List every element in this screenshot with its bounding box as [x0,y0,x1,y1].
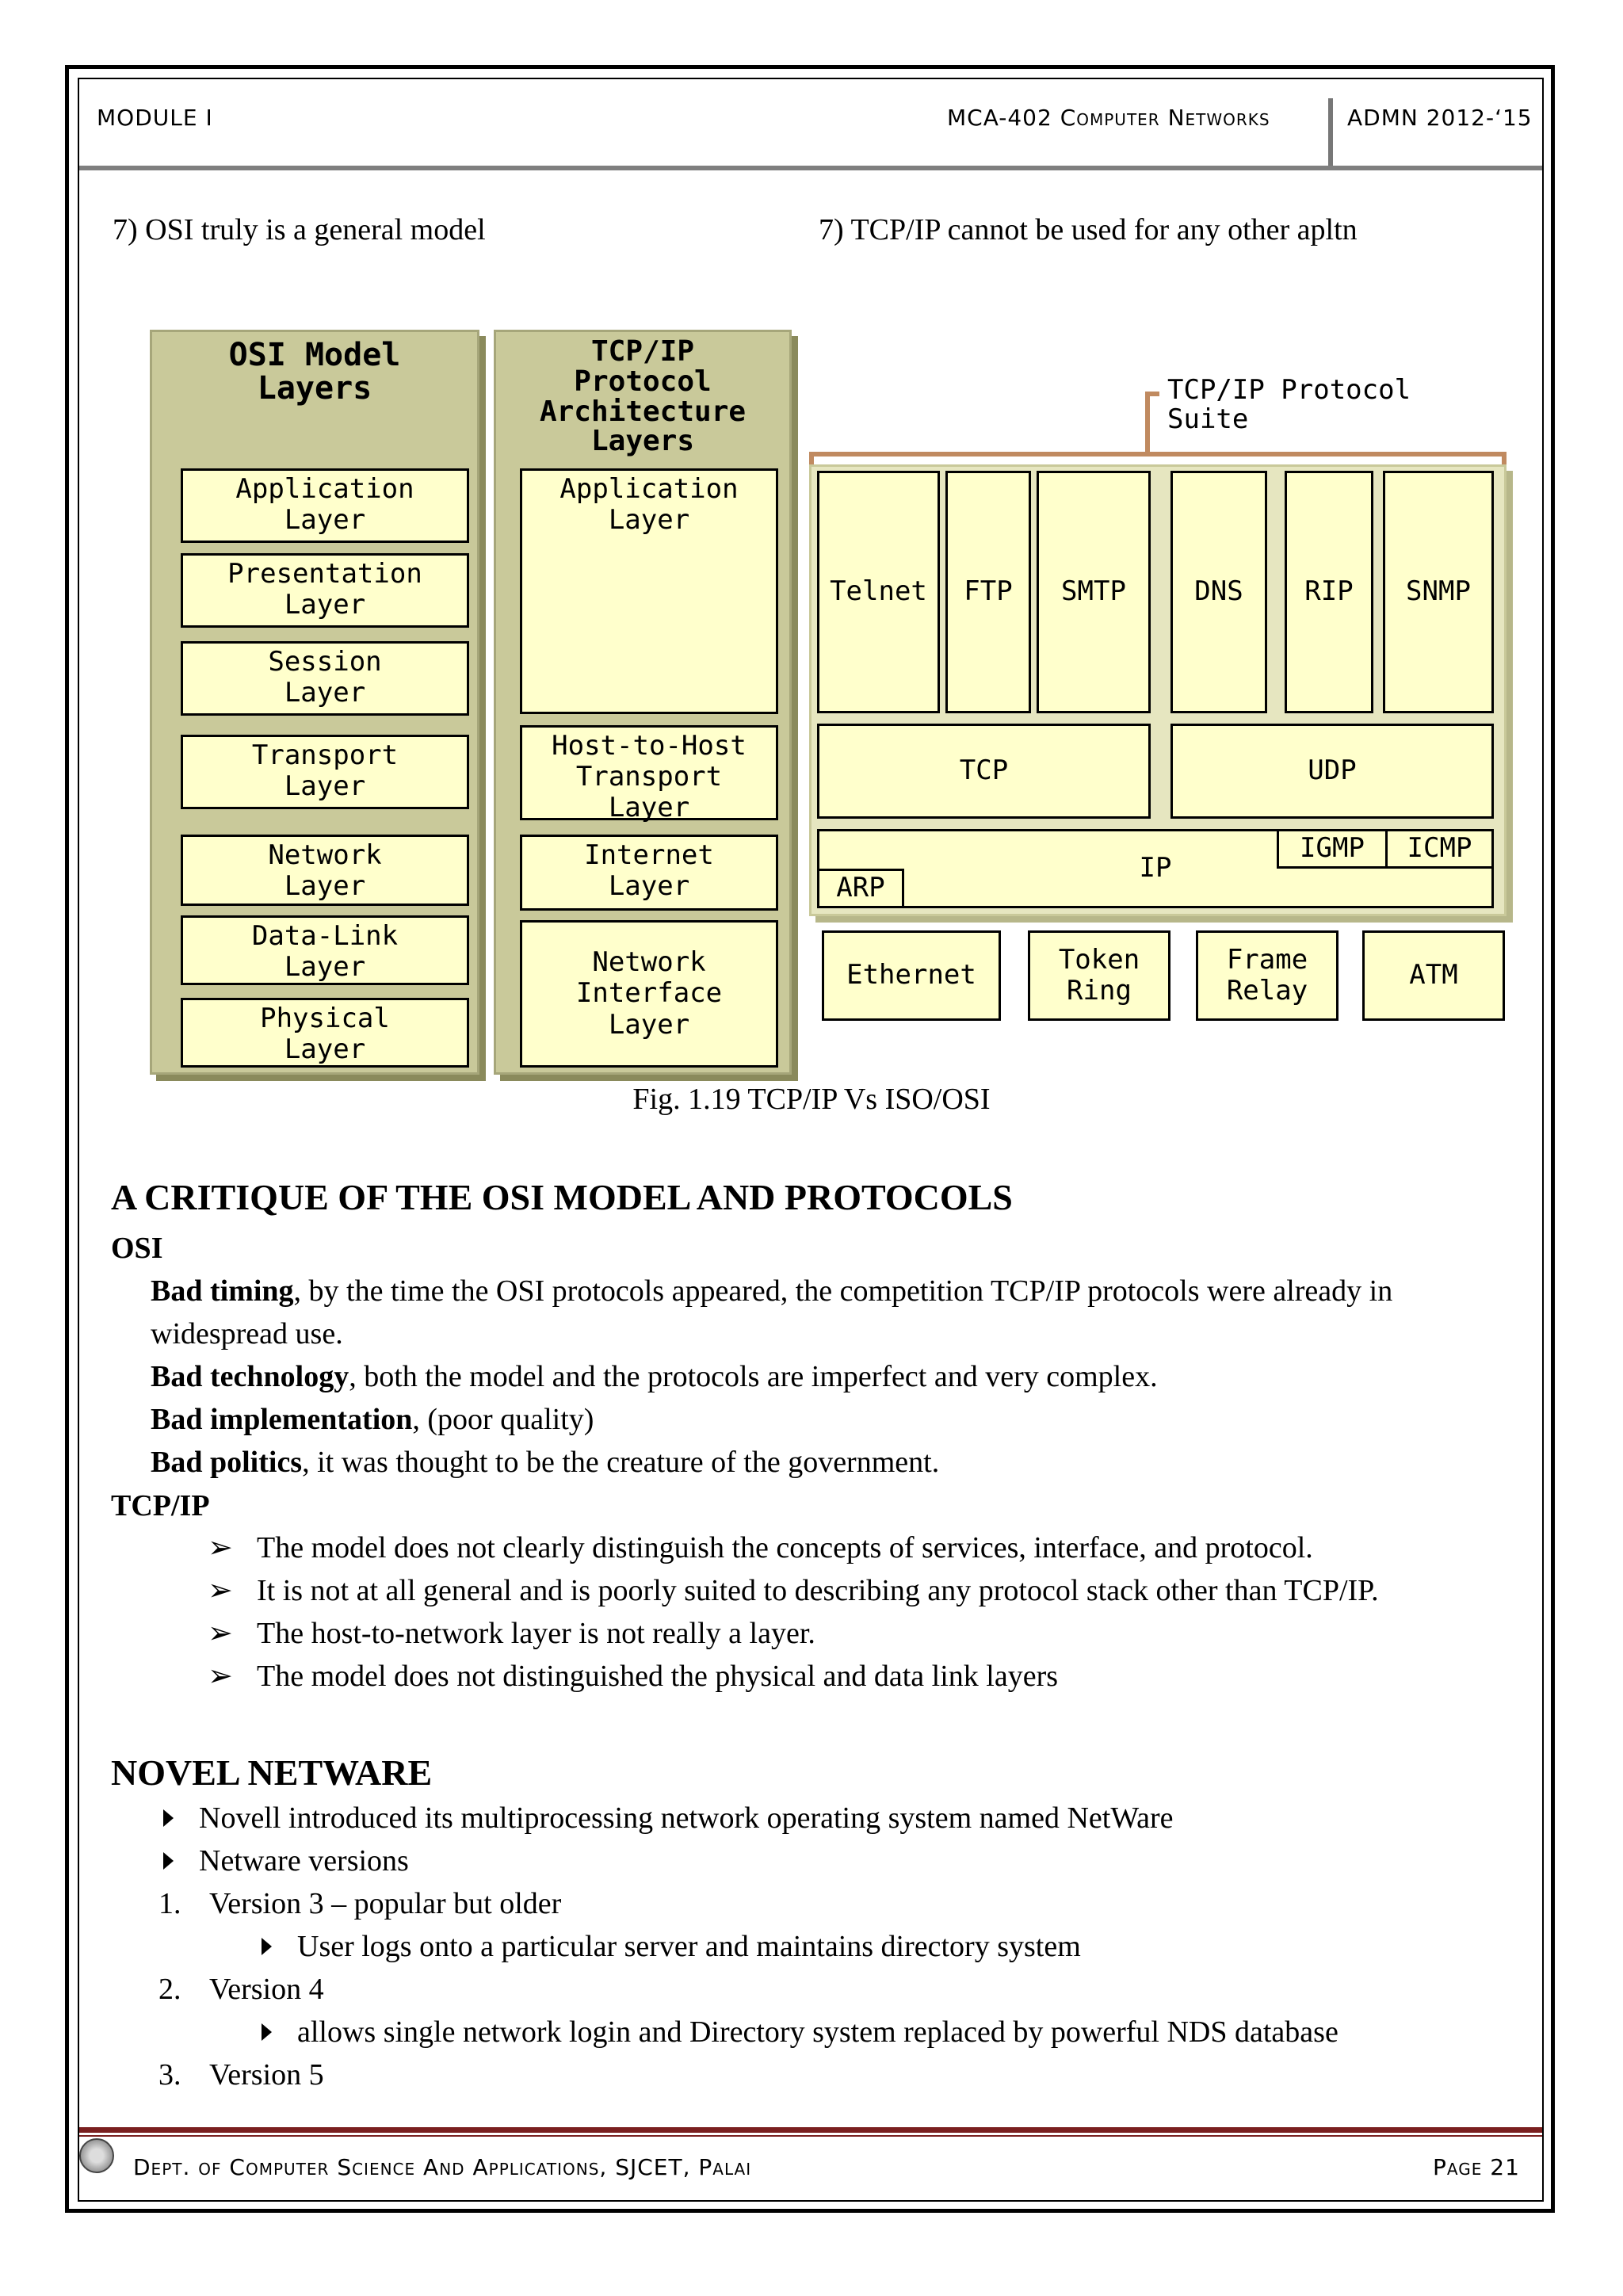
protocol-tcp: TCP [817,724,1151,819]
osi-column-title: OSI Model Layers [228,337,401,407]
version-item [158,2057,324,2092]
header-admn: ADMN 2012-‘15 [1347,105,1533,131]
suite-bracket-stem [1145,392,1150,455]
tcpip-layer-transport: Host-to-Host Transport Layer [520,725,778,820]
version-sub-text: allows single network login and Directory system replaced by powerful NDS database [297,2015,1338,2049]
text-bad-timing: , by the time the OSI protocols appeared, the competition TCP/IP protocols were already in [293,1274,1393,1308]
arrow-bullet-icon: ➢ [208,1660,233,1693]
header-module: MODULE I [97,105,213,131]
protocol-udp: UDP [1170,724,1494,819]
tcpip-layer-network-interface: Network Interface Layer [520,920,778,1068]
version-label: Version 5 [209,2058,324,2092]
footer-rule-thin [79,2135,1542,2137]
protocol-ip: IP [817,829,1494,908]
protocol-telnet: Telnet [817,471,940,713]
text-bad-politics: , it was thought to be the creature of the government. [302,1446,940,1479]
version-item [158,1972,324,2007]
header-separator [1328,98,1333,166]
arrow-bullet-icon: ➢ [208,1617,233,1650]
protocol-arp: ARP [817,869,904,908]
osi-critique-politics [151,1441,1514,1484]
footer-rule [79,2127,1542,2133]
version-sub-item [262,2015,1338,2050]
critique-heading: A CRITIQUE OF THE OSI MODEL AND PROTOCOLS [111,1177,1013,1217]
version-sub-text: User logs onto a particular server and maintains directory system [297,1930,1081,1963]
osi-critique-technology [151,1355,1514,1398]
netware-intro-item [163,1801,1174,1836]
tcpip-critique-text: The model does not distinguished the physical and data link layers [257,1660,1059,1693]
header-rule [79,166,1542,170]
suite-label: TCP/IP Protocol Suite [1167,374,1411,436]
tcpip-critique-item [208,1658,1058,1694]
osi-layer-session: Session Layer [181,641,469,716]
osi-critique-timing [151,1270,1514,1355]
college-seal-icon [79,2138,114,2173]
text-bad-timing-cont: widespread use. [151,1317,343,1350]
tcpip-column [494,330,792,1075]
tcpip-critique-text: The host-to-network layer is not really a layer. [257,1617,815,1650]
triangle-bullet-icon [163,1809,174,1827]
tcpip-layer-internet: Internet Layer [520,835,778,911]
osi-layer-physical: Physical Layer [181,998,469,1068]
version-item [158,1886,561,1921]
protocol-ftp: FTP [945,471,1031,713]
arrow-bullet-icon: ➢ [208,1574,233,1607]
osi-layer-network: Network Layer [181,835,469,906]
protocol-rip: RIP [1285,471,1373,713]
term-bad-technology: Bad technology [151,1360,349,1393]
footer-department: Dept. of Computer Science And Applications, SJCET, Palai [133,2154,752,2180]
figure-caption: Fig. 1.19 TCP/IP Vs ISO/OSI [632,1083,991,1116]
protocol-token-ring: Token Ring [1028,930,1170,1021]
tcpip-critique-item [208,1615,815,1651]
tcpip-critique-item [208,1572,1379,1608]
text-bad-implementation: , (poor quality) [412,1403,594,1436]
protocol-frame-relay: Frame Relay [1196,930,1338,1021]
osi-layer-datalink: Data-Link Layer [181,915,469,985]
version-number: 3. [158,2058,181,2092]
osi-tcpip-diagram [147,325,1510,1078]
osi-critique-implementation [151,1398,1514,1441]
osi-heading: OSI [111,1232,163,1265]
tcpip-heading: TCP/IP [111,1489,210,1522]
version-label: Version 3 – popular but older [209,1887,562,1920]
netware-intro-item [163,1843,409,1878]
protocol-ethernet: Ethernet [822,930,1001,1021]
tcpip-critique-text: It is not at all general and is poorly suited to describing any protocol stack other than TCP/IP. [257,1574,1379,1607]
netware-heading: NOVEL NETWARE [111,1752,433,1793]
text-bad-technology: , both the model and the protocols are imperfect and very complex. [349,1360,1158,1393]
version-label: Version 4 [209,1973,324,2006]
osi-layer-presentation: Presentation Layer [181,553,469,628]
arrow-bullet-icon: ➢ [208,1531,233,1564]
tcpip-layer-application: Application Layer [520,468,778,714]
protocol-igmp: IGMP [1277,829,1388,869]
triangle-bullet-icon [262,1938,272,1955]
protocol-atm: ATM [1362,930,1505,1021]
osi-layer-transport: Transport Layer [181,735,469,809]
protocol-snmp: SNMP [1383,471,1494,713]
suite-bracket-stem-top [1145,392,1159,396]
term-bad-timing: Bad timing [151,1274,294,1308]
netware-intro-text: Netware versions [199,1844,409,1878]
term-bad-implementation: Bad implementation [151,1403,413,1436]
version-sub-item [262,1929,1081,1964]
tcpip-column-title: TCP/IP Protocol Architecture Layers [539,335,747,458]
osi-point-7: 7) OSI truly is a general model [113,213,486,246]
protocol-dns: DNS [1170,471,1267,713]
version-number: 1. [158,1887,181,1920]
footer-page-number: Page 21 [1433,2154,1520,2180]
suite-bracket-horizontal [809,452,1507,457]
osi-layer-application: Application Layer [181,468,469,543]
triangle-bullet-icon [262,2023,272,2041]
tcpip-critique-item [208,1530,1313,1565]
term-bad-politics: Bad politics [151,1446,303,1479]
version-number: 2. [158,1973,181,2006]
osi-column [150,330,479,1075]
netware-intro-text: Novell introduced its multiprocessing network operating system named NetWare [199,1801,1174,1835]
tcpip-point-7: 7) TCP/IP cannot be used for any other apltn [819,213,1358,246]
protocol-smtp: SMTP [1037,471,1151,713]
tcpip-critique-text: The model does not clearly distinguish the concepts of services, interface, and protocol. [257,1531,1313,1564]
header-course: MCA-402 Computer Networks [947,105,1270,131]
protocol-icmp: ICMP [1385,829,1494,869]
triangle-bullet-icon [163,1852,174,1870]
